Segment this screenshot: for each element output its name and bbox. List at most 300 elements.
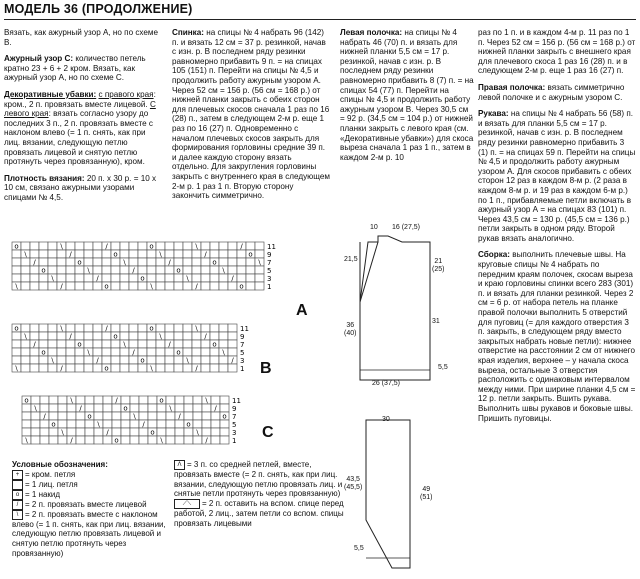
chart-cell bbox=[174, 356, 183, 364]
chart-row-label: 5 bbox=[232, 421, 237, 429]
chart-symbol: / bbox=[132, 348, 135, 357]
chart-cell bbox=[219, 364, 228, 372]
chart-cell bbox=[148, 404, 157, 412]
chart-cell bbox=[192, 266, 201, 274]
chart-cell bbox=[58, 412, 67, 420]
chart-row-label: 9 bbox=[267, 251, 272, 259]
sleeves-paragraph bbox=[478, 109, 636, 243]
chart-cell bbox=[219, 242, 228, 250]
chart-symbol: o bbox=[14, 324, 19, 333]
chart-cell bbox=[67, 428, 76, 436]
chart-symbol: \ bbox=[186, 356, 189, 365]
right-front-text: вязать симметрично левой полочке и с ажурным узором С. bbox=[478, 82, 625, 102]
chart-cell bbox=[57, 274, 66, 282]
chart-a-letter: A bbox=[296, 302, 308, 319]
chart-cell bbox=[183, 340, 192, 348]
chart-cell bbox=[102, 266, 111, 274]
chart-cell bbox=[201, 324, 210, 332]
chart-symbol: o bbox=[186, 420, 191, 429]
chart-cell bbox=[246, 274, 255, 282]
chart-symbol: o bbox=[114, 436, 119, 445]
chart-cell bbox=[129, 364, 138, 372]
chart-row-label: 5 bbox=[240, 349, 245, 357]
chart-cell bbox=[174, 274, 183, 282]
chart-symbol: \ bbox=[258, 258, 261, 267]
chart-symbol: \ bbox=[160, 436, 163, 445]
chart-cell bbox=[66, 348, 75, 356]
chart-cell bbox=[102, 258, 111, 266]
chart-cell bbox=[57, 348, 66, 356]
chart-cell bbox=[201, 266, 210, 274]
back-text: на спицы № 4 набрать 96 (142) п. и вязать 12 см = 37 р. резинкой, начав с изн. р. В последнем ряду резинки равномерно прибавить 9 п. = на спицах 105 (151) п. Перейти на спицы № 4,5 и продолжить работу ажурным узором А. Через 52 см = 156 р. (56 см = 168 р.) от нижней планки закрыть с обеих сторон для плечевых скосов сначала 1 раз по 16 (28) п., затем в следующем 2-м р. еще 1 раз по 16 (27) п. Одновременно с началом плечевых скосов закрыть для формирования горловины средние 39 п. и далее каждую сторону вязать отдельно. Для закругления горловины закрыть с внутреннего края в следующем 2-м р. 1 раз 1 п. Вторую сторону закончить симметрично. bbox=[172, 28, 330, 201]
dim-36: 36 (40) bbox=[344, 322, 357, 337]
chart-cell bbox=[129, 242, 138, 250]
chart-cell bbox=[102, 274, 111, 282]
page-title: МОДЕЛЬ 36 (ПРОДОЛЖЕНИЕ) bbox=[4, 2, 193, 16]
chart-row-label: 11 bbox=[267, 243, 276, 251]
pattern-c-paragraph bbox=[4, 54, 162, 83]
chart-symbol: \ bbox=[196, 428, 199, 437]
chart-cell bbox=[75, 356, 84, 364]
cdd-icon: Λ bbox=[174, 460, 185, 470]
chart-cell bbox=[21, 356, 30, 364]
chart-cell bbox=[57, 266, 66, 274]
chart-symbol: o bbox=[77, 340, 82, 349]
chart-cell bbox=[156, 356, 165, 364]
assembly-title: Сборка: bbox=[478, 250, 510, 260]
chart-cell bbox=[75, 324, 84, 332]
chart-cell bbox=[138, 250, 147, 258]
chart-cell bbox=[202, 412, 211, 420]
chart-symbol: / bbox=[105, 242, 108, 251]
chart-cell bbox=[58, 420, 67, 428]
chart-cell bbox=[93, 250, 102, 258]
chart-cell bbox=[12, 340, 21, 348]
legend-text-1: = кром. петля bbox=[25, 469, 76, 479]
chart-cell bbox=[165, 242, 174, 250]
chart-symbol: / bbox=[132, 266, 135, 275]
chart-symbol: \ bbox=[34, 404, 37, 413]
chart-cell bbox=[148, 436, 157, 444]
chart-cell bbox=[220, 404, 229, 412]
chart-symbol: \ bbox=[51, 274, 54, 283]
chart-symbol: / bbox=[205, 436, 208, 445]
chart-cell bbox=[85, 396, 94, 404]
chart-b-grid bbox=[8, 320, 252, 384]
chart-cell bbox=[39, 242, 48, 250]
chart-cell bbox=[184, 428, 193, 436]
chart-cell bbox=[48, 250, 57, 258]
chart-cell bbox=[67, 412, 76, 420]
chart-symbol: \ bbox=[61, 428, 64, 437]
chart-row-label: 3 bbox=[232, 429, 237, 437]
title-divider bbox=[4, 19, 636, 20]
chart-symbol: o bbox=[104, 282, 109, 291]
chart-cell bbox=[237, 250, 246, 258]
sleeves-text: на спицы № 4 набрать 56 (58) п. и вязать для планки 5,5 см = 17 р. резинкой, начав с изн. р. В последнем ряду резинки равномерно прибавить 3 (1) п. = на спицах 59 п. Перейти на спицы № 4,5 и продолжить работу ажурным узором А. Для скосов прибавить с обеих сторон 12 раз в каждом 8-м р. (2 раза в каждом 8-м р. и 19 раз в каждом 6-м р.) по 1 п., прибавляемые петли включать в ажурный узор А = на спицах 83 (101) п. Через 43,5 см = 130 р. (45,5 см = 136 р.) петли закрыть в одном ряду. Второй рукав вязать аналогично. bbox=[478, 109, 636, 243]
legend-text-6: = 3 п. со средней петлей, вместе, провязать вместе (= 2 п. снять, как при лиц. вязании, следующую петлю провязать лиц. и снятые петли протянуть через провязанную) bbox=[174, 460, 343, 499]
chart-cell bbox=[183, 266, 192, 274]
chart-symbol: o bbox=[212, 340, 217, 349]
chart-cell bbox=[130, 396, 139, 404]
chart-cell bbox=[85, 404, 94, 412]
chart-cell bbox=[40, 396, 49, 404]
chart-cell bbox=[31, 428, 40, 436]
column-1 bbox=[4, 28, 162, 210]
ssk-icon: \ bbox=[12, 510, 23, 520]
chart-symbol: \ bbox=[51, 356, 54, 365]
chart-cell bbox=[39, 274, 48, 282]
chart-cell bbox=[228, 364, 237, 372]
chart-cell bbox=[30, 250, 39, 258]
chart-cell bbox=[39, 364, 48, 372]
chart-symbol: / bbox=[96, 356, 99, 365]
chart-cell bbox=[192, 340, 201, 348]
knit-stitch-icon bbox=[12, 480, 23, 490]
chart-cell bbox=[48, 282, 57, 290]
chart-cell bbox=[157, 412, 166, 420]
chart-cell bbox=[246, 266, 255, 274]
chart-cell bbox=[219, 250, 228, 258]
chart-cell bbox=[121, 396, 130, 404]
legend-title: Условные обозначения: bbox=[12, 460, 108, 469]
chart-cell bbox=[193, 396, 202, 404]
chart-cell bbox=[211, 412, 220, 420]
chart-c-letter: C bbox=[262, 424, 274, 441]
chart-cell bbox=[139, 412, 148, 420]
chart-cell bbox=[184, 436, 193, 444]
chart-cell bbox=[174, 332, 183, 340]
chart-cell bbox=[120, 324, 129, 332]
chart-cell bbox=[22, 412, 31, 420]
chart-cell bbox=[102, 348, 111, 356]
left-front-text: на спицы № 4 набрать 46 (70) п. и вязать для нижней планки 5,5 см = 17 р. резинкой, начав с изн. р. В последнем ряду резинки равномерно прибавить 8 (7) п. = на спицах 54 (77) п. Перейти на спицы № 4,5 и продолжить работу ажурным узором В. Через 30,5 см = 92 р. (34,5 см = 104 р.) от нижней планки закрыть с левого края (см. «Декоративные убавки») для скоса выреза сначала 1 раз 1 п., затем в каждом 2-м р. 10 bbox=[340, 28, 474, 162]
chart-cell bbox=[174, 324, 183, 332]
chart-cell bbox=[39, 250, 48, 258]
chart-symbol: \ bbox=[169, 404, 172, 413]
chart-cell bbox=[120, 364, 129, 372]
chart-cell bbox=[21, 348, 30, 356]
right-front-paragraph bbox=[478, 83, 636, 102]
chart-cell bbox=[111, 364, 120, 372]
chart-symbol: o bbox=[212, 258, 217, 267]
chart-cell bbox=[102, 340, 111, 348]
chart-row-label: 11 bbox=[232, 397, 241, 405]
chart-cell bbox=[21, 340, 30, 348]
chart-cell bbox=[93, 258, 102, 266]
chart-cell bbox=[30, 348, 39, 356]
chart-symbol: / bbox=[79, 404, 82, 413]
chart-cell bbox=[210, 274, 219, 282]
legend-item-1 bbox=[12, 470, 170, 480]
chart-cell bbox=[85, 428, 94, 436]
chart-cell bbox=[184, 396, 193, 404]
chart-symbol: o bbox=[24, 396, 29, 405]
chart-cell bbox=[147, 250, 156, 258]
chart-cell bbox=[22, 404, 31, 412]
chart-cell bbox=[255, 250, 264, 258]
legend-item-5 bbox=[12, 510, 170, 559]
legend-item-6 bbox=[174, 460, 346, 499]
chart-cell bbox=[174, 242, 183, 250]
chart-symbol: o bbox=[14, 242, 19, 251]
chart-symbol: \ bbox=[222, 266, 225, 275]
chart-cell bbox=[84, 364, 93, 372]
chart-row-label: 1 bbox=[240, 365, 245, 373]
chart-row-label: 3 bbox=[240, 357, 245, 365]
chart-symbol: o bbox=[140, 274, 145, 283]
chart-cell bbox=[138, 324, 147, 332]
dim-31: 31 bbox=[432, 318, 440, 325]
pattern-c-text: количество петель кратно 23 + 6 + 2 кром. Вязать, как ажурный узор А, но по схеме С. bbox=[4, 54, 146, 83]
chart-cell bbox=[76, 396, 85, 404]
chart-cell bbox=[66, 266, 75, 274]
chart-cell bbox=[121, 436, 130, 444]
chart-cell bbox=[193, 420, 202, 428]
chart-cell bbox=[147, 356, 156, 364]
chart-cell bbox=[129, 340, 138, 348]
chart-symbol: / bbox=[33, 258, 36, 267]
chart-symbol: / bbox=[204, 250, 207, 259]
chart-cell bbox=[75, 364, 84, 372]
chart-cell bbox=[57, 258, 66, 266]
chart-row-label: 7 bbox=[232, 413, 237, 421]
chart-cell bbox=[93, 282, 102, 290]
chart-cell bbox=[120, 282, 129, 290]
chart-cell bbox=[111, 356, 120, 364]
dim-435: 43,5 (45,5) bbox=[344, 476, 363, 491]
chart-cell bbox=[183, 364, 192, 372]
chart-cell bbox=[156, 266, 165, 274]
chart-cell bbox=[67, 420, 76, 428]
chart-cell bbox=[211, 420, 220, 428]
chart-cell bbox=[129, 356, 138, 364]
chart-symbol: / bbox=[96, 274, 99, 283]
chart-cell bbox=[255, 274, 264, 282]
decrease-a: : кром., 2 п. провязать вместе лицевой. bbox=[4, 89, 156, 109]
chart-cell bbox=[210, 242, 219, 250]
chart-cell bbox=[129, 282, 138, 290]
chart-cell bbox=[210, 364, 219, 372]
legend-item-2 bbox=[12, 480, 170, 490]
chart-symbol: \ bbox=[195, 324, 198, 333]
body-pattern-diagram bbox=[330, 212, 460, 402]
chart-cell bbox=[84, 258, 93, 266]
chart-cell bbox=[237, 266, 246, 274]
dim-215: 21,5 bbox=[344, 256, 358, 263]
chart-cell bbox=[184, 404, 193, 412]
chart-cell bbox=[48, 324, 57, 332]
chart-cell bbox=[93, 340, 102, 348]
right-front-title: Правая полочка: bbox=[478, 82, 546, 92]
chart-symbol: / bbox=[195, 282, 198, 291]
chart-cell bbox=[183, 324, 192, 332]
chart-cell bbox=[228, 282, 237, 290]
chart-cell bbox=[183, 282, 192, 290]
chart-symbol: o bbox=[159, 396, 164, 405]
legend-item-4 bbox=[12, 500, 170, 510]
dim-top-left: 10 bbox=[370, 224, 378, 231]
chart-symbol: o bbox=[150, 428, 155, 437]
chart-cell bbox=[246, 242, 255, 250]
chart-cell bbox=[93, 242, 102, 250]
legend-text-7: = 2 п. оставить на вспом. спице перед работой, 2 лиц., затем петли со вспом. спицы провязать лицевыми bbox=[174, 499, 344, 528]
chart-cell bbox=[166, 436, 175, 444]
chart-cell bbox=[102, 250, 111, 258]
chart-symbol: / bbox=[105, 324, 108, 333]
decrease-title: Декоративные убавки: bbox=[4, 89, 97, 99]
chart-cell bbox=[40, 436, 49, 444]
chart-symbol: / bbox=[195, 364, 198, 373]
chart-cell bbox=[175, 396, 184, 404]
chart-cell bbox=[66, 282, 75, 290]
chart-cell bbox=[57, 250, 66, 258]
chart-cell bbox=[12, 266, 21, 274]
chart-cell bbox=[220, 436, 229, 444]
chart-cell bbox=[202, 404, 211, 412]
chart-cell bbox=[255, 282, 264, 290]
chart-symbol: / bbox=[214, 404, 217, 413]
column-3 bbox=[340, 28, 474, 169]
chart-cell bbox=[30, 356, 39, 364]
chart-cell bbox=[165, 364, 174, 372]
chart-symbol: / bbox=[240, 242, 243, 251]
chart-symbol: \ bbox=[150, 364, 153, 373]
chart-cell bbox=[66, 324, 75, 332]
chart-cell bbox=[75, 242, 84, 250]
chart-cell bbox=[66, 356, 75, 364]
chart-symbol: / bbox=[70, 436, 73, 445]
chart-cell bbox=[139, 428, 148, 436]
chart-cell bbox=[130, 420, 139, 428]
chart-cell bbox=[175, 436, 184, 444]
chart-cell bbox=[139, 404, 148, 412]
chart-cell bbox=[112, 404, 121, 412]
assembly-paragraph bbox=[478, 250, 636, 423]
chart-cell bbox=[111, 324, 120, 332]
legend-text-2: = 1 лиц. петля bbox=[25, 479, 78, 489]
chart-cell bbox=[165, 332, 174, 340]
chart-cell bbox=[93, 364, 102, 372]
chart-cell bbox=[21, 274, 30, 282]
chart-cell bbox=[49, 404, 58, 412]
chart-row-label: 3 bbox=[267, 275, 272, 283]
chart-cell bbox=[165, 282, 174, 290]
chart-cell bbox=[84, 274, 93, 282]
chart-cell bbox=[156, 242, 165, 250]
chart-cell bbox=[30, 364, 39, 372]
chart-cell bbox=[21, 258, 30, 266]
dim-49: 49 (51) bbox=[420, 486, 433, 501]
chart-cell bbox=[93, 332, 102, 340]
chart-symbol: \ bbox=[97, 420, 100, 429]
chart-cell bbox=[21, 324, 30, 332]
chart-cell bbox=[174, 364, 183, 372]
chart-cell bbox=[219, 282, 228, 290]
chart-cell bbox=[129, 250, 138, 258]
pattern-b-text: Вязать, как ажурный узор А, но по схеме В. bbox=[4, 28, 159, 47]
legend-text-3: = 1 накид bbox=[25, 489, 61, 499]
chart-cell bbox=[192, 332, 201, 340]
chart-cell bbox=[201, 356, 210, 364]
chart-cell bbox=[75, 348, 84, 356]
chart-cell bbox=[166, 420, 175, 428]
chart-symbol: \ bbox=[133, 412, 136, 421]
chart-symbol: \ bbox=[159, 250, 162, 259]
chart-cell bbox=[165, 324, 174, 332]
chart-symbol: / bbox=[43, 412, 46, 421]
chart-symbol: / bbox=[33, 340, 36, 349]
chart-cell bbox=[147, 274, 156, 282]
chart-cell bbox=[12, 250, 21, 258]
chart-cell bbox=[139, 436, 148, 444]
chart-cell bbox=[156, 348, 165, 356]
legend-left bbox=[12, 460, 170, 559]
chart-cell bbox=[48, 364, 57, 372]
chart-cell bbox=[12, 356, 21, 364]
chart-cell bbox=[210, 356, 219, 364]
chart-cell bbox=[138, 348, 147, 356]
chart-cell bbox=[66, 258, 75, 266]
chart-row-label: 7 bbox=[240, 341, 245, 349]
chart-cell bbox=[39, 282, 48, 290]
chart-symbol: / bbox=[69, 332, 72, 341]
chart-cell bbox=[111, 340, 120, 348]
chart-cell bbox=[211, 428, 220, 436]
chart-cell bbox=[219, 332, 228, 340]
chart-cell bbox=[111, 266, 120, 274]
chart-cell bbox=[22, 428, 31, 436]
chart-cell bbox=[48, 340, 57, 348]
chart-symbol: o bbox=[41, 266, 46, 275]
yarn-over-icon: o bbox=[12, 490, 23, 500]
chart-cell bbox=[156, 282, 165, 290]
chart-cell bbox=[210, 282, 219, 290]
chart-cell bbox=[156, 258, 165, 266]
chart-cell bbox=[120, 250, 129, 258]
chart-cell bbox=[157, 420, 166, 428]
gauge-text: 20 п. х 30 р. = 10 х 10 см, связано ажурными узорами спицами № 4,5. bbox=[4, 173, 157, 202]
chart-cell bbox=[201, 282, 210, 290]
chart-cell bbox=[12, 332, 21, 340]
chart-cell bbox=[165, 274, 174, 282]
chart-symbol: o bbox=[41, 348, 46, 357]
chart-cell bbox=[202, 428, 211, 436]
chart-cell bbox=[75, 266, 84, 274]
chart-cell bbox=[228, 266, 237, 274]
chart-cell bbox=[121, 420, 130, 428]
chart-cell bbox=[111, 258, 120, 266]
chart-cell bbox=[111, 282, 120, 290]
chart-symbol: \ bbox=[60, 242, 63, 251]
edge-stitch-icon: + bbox=[12, 470, 23, 480]
chart-cell bbox=[103, 412, 112, 420]
chart-cell bbox=[103, 404, 112, 412]
chart-cell bbox=[58, 404, 67, 412]
dim-21: 21 (25) bbox=[432, 258, 445, 273]
chart-symbol: / bbox=[115, 396, 118, 405]
chart-cell bbox=[210, 266, 219, 274]
chart-symbol: o bbox=[176, 266, 181, 275]
chart-cell bbox=[93, 348, 102, 356]
chart-cell bbox=[30, 332, 39, 340]
chart-cell bbox=[210, 324, 219, 332]
left-front-title: Левая полочка: bbox=[340, 28, 403, 37]
chart-cell bbox=[39, 356, 48, 364]
decrease-paragraph bbox=[4, 90, 162, 167]
chart-symbol: / bbox=[60, 282, 63, 291]
chart-c-grid bbox=[18, 392, 250, 456]
